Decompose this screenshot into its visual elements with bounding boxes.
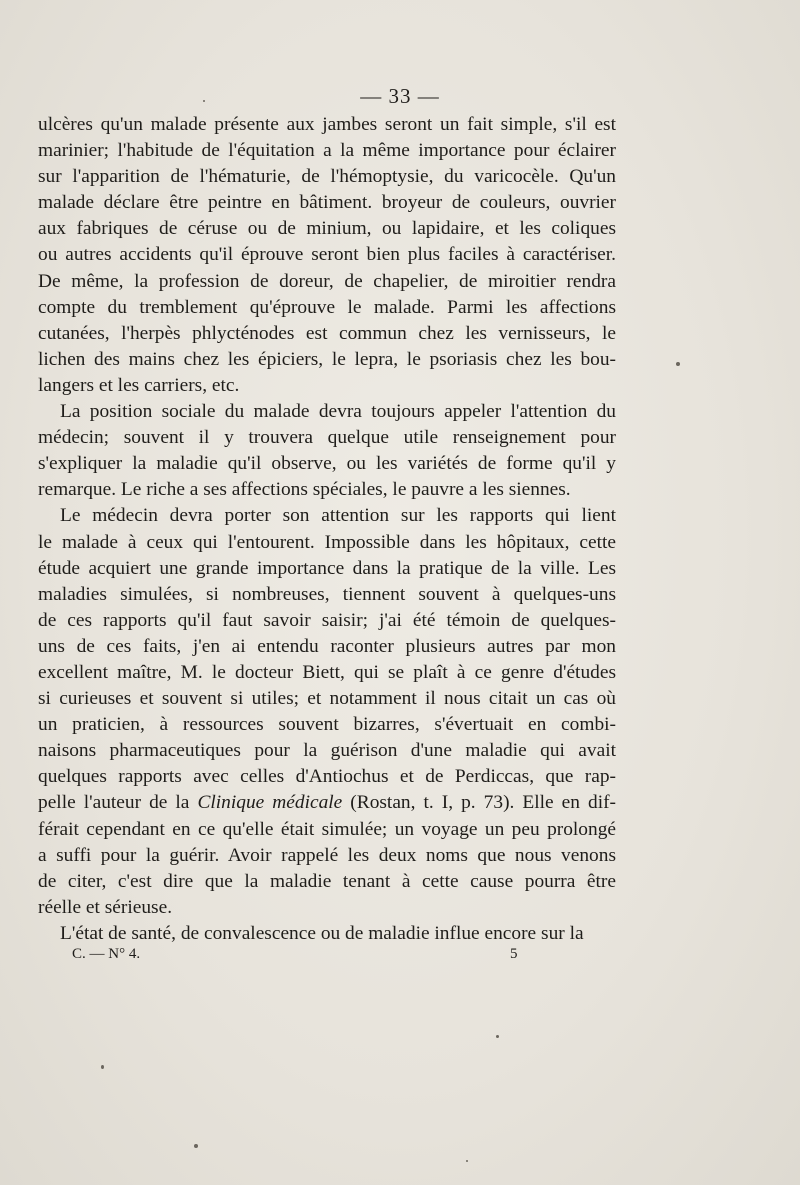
printer-signature: C. — N° 4. bbox=[72, 946, 141, 962]
text-line: pelle l'auteur de la Clinique médicale (Rostan, t. I, p. 73). Elle en dif- bbox=[38, 792, 616, 814]
text-line: maladies simulées, si nombreuses, tiennent souvent à quelques-uns bbox=[38, 583, 616, 605]
text-line: un praticien, à ressources souvent bizarres, s'évertuait en combi- bbox=[38, 714, 616, 736]
text-line: férait cependant en ce qu'elle était simulée; un voyage un peu prolongé bbox=[38, 818, 616, 840]
text-line: s'expliquer la maladie qu'il observe, ou les variétés de forme qu'il y bbox=[38, 453, 616, 475]
text-line: a suffi pour la guérir. Avoir rappelé les deux noms que nous venons bbox=[38, 844, 616, 866]
text-line: langers et les carriers, etc. bbox=[38, 374, 240, 396]
text-line: le malade à ceux qui l'entourent. Impossible dans les hôpitaux, cette bbox=[38, 531, 616, 553]
page-number: — 33 — bbox=[360, 84, 440, 108]
text-line: réelle et sérieuse. bbox=[38, 896, 173, 918]
text-line: quelques rapports avec celles d'Antiochus et de Perdiccas, que rap- bbox=[38, 766, 616, 788]
text-line: De même, la profession de doreur, de chapelier, de miroitier rendra bbox=[38, 270, 616, 292]
text-line: L'état de santé, de convalescence ou de maladie influe encore sur la bbox=[60, 922, 584, 944]
paper-speck bbox=[676, 362, 680, 366]
text-line: médecin; souvent il y trouvera quelque utile renseignement pour bbox=[38, 427, 616, 449]
text-line: Le médecin devra porter son attention sur les rapports qui lient bbox=[60, 505, 616, 527]
body-text bbox=[38, 112, 616, 947]
text-line: malade déclare être peintre en bâtiment. broyeur de couleurs, ouvrier bbox=[38, 192, 616, 214]
text-line: lichen des mains chez les épiciers, le lepra, le psoriasis chez les bou- bbox=[38, 348, 616, 370]
sheet-number: 5 bbox=[510, 946, 518, 962]
text-line: étude acquiert une grande importance dans la pratique de la ville. Les bbox=[38, 557, 616, 579]
text-line: compte du tremblement qu'éprouve le malade. Parmi les affections bbox=[38, 296, 616, 318]
paragraph bbox=[38, 112, 616, 399]
text-line: de citer, c'est dire que la maladie tenant à cette cause pourra être bbox=[38, 870, 616, 892]
paragraph bbox=[38, 921, 616, 947]
text-line: naisons pharmaceutiques pour la guérison d'une maladie qui avait bbox=[38, 740, 616, 762]
text-line: cutanées, l'herpès phlycténodes est commun chez les vernisseurs, le bbox=[38, 322, 616, 344]
text-line: ulcères qu'un malade présente aux jambes seront un fait simple, s'il est bbox=[38, 114, 616, 135]
text-line: si curieuses et souvent si utiles; et notamment il nous citait un cas où bbox=[38, 688, 616, 710]
text-line: ou autres accidents qu'il éprouve seront bien plus faciles à caractériser. bbox=[38, 244, 616, 266]
text-line: uns de ces faits, j'en ai entendu raconter plusieurs autres par mon bbox=[38, 635, 616, 657]
paragraph bbox=[38, 399, 616, 503]
text-line: aux fabriques de céruse ou de minium, ou lapidaire, et les coliques bbox=[38, 218, 616, 240]
paper-speck bbox=[101, 1065, 104, 1069]
text-line: marinier; l'habitude de l'équitation a la même importance pour éclairer bbox=[38, 140, 616, 162]
paper-speck bbox=[496, 1035, 499, 1038]
paragraph bbox=[38, 503, 616, 921]
paper-speck bbox=[194, 1144, 198, 1148]
paper-speck bbox=[203, 100, 205, 102]
text-line: de ces rapports qu'il faut savoir saisir; j'ai été témoin de quelques- bbox=[38, 609, 616, 631]
paper-speck bbox=[466, 1160, 468, 1162]
text-line: remarque. Le riche a ses affections spéciales, le pauvre a les siennes. bbox=[38, 479, 571, 501]
text-line: sur l'apparition de l'hématurie, de l'hémoptysie, du varicocèle. Qu'un bbox=[38, 166, 616, 188]
text-line: La position sociale du malade devra toujours appeler l'attention du bbox=[60, 401, 616, 423]
text-line: excellent maître, M. le docteur Biett, qui se plaît à ce genre d'études bbox=[38, 661, 616, 683]
